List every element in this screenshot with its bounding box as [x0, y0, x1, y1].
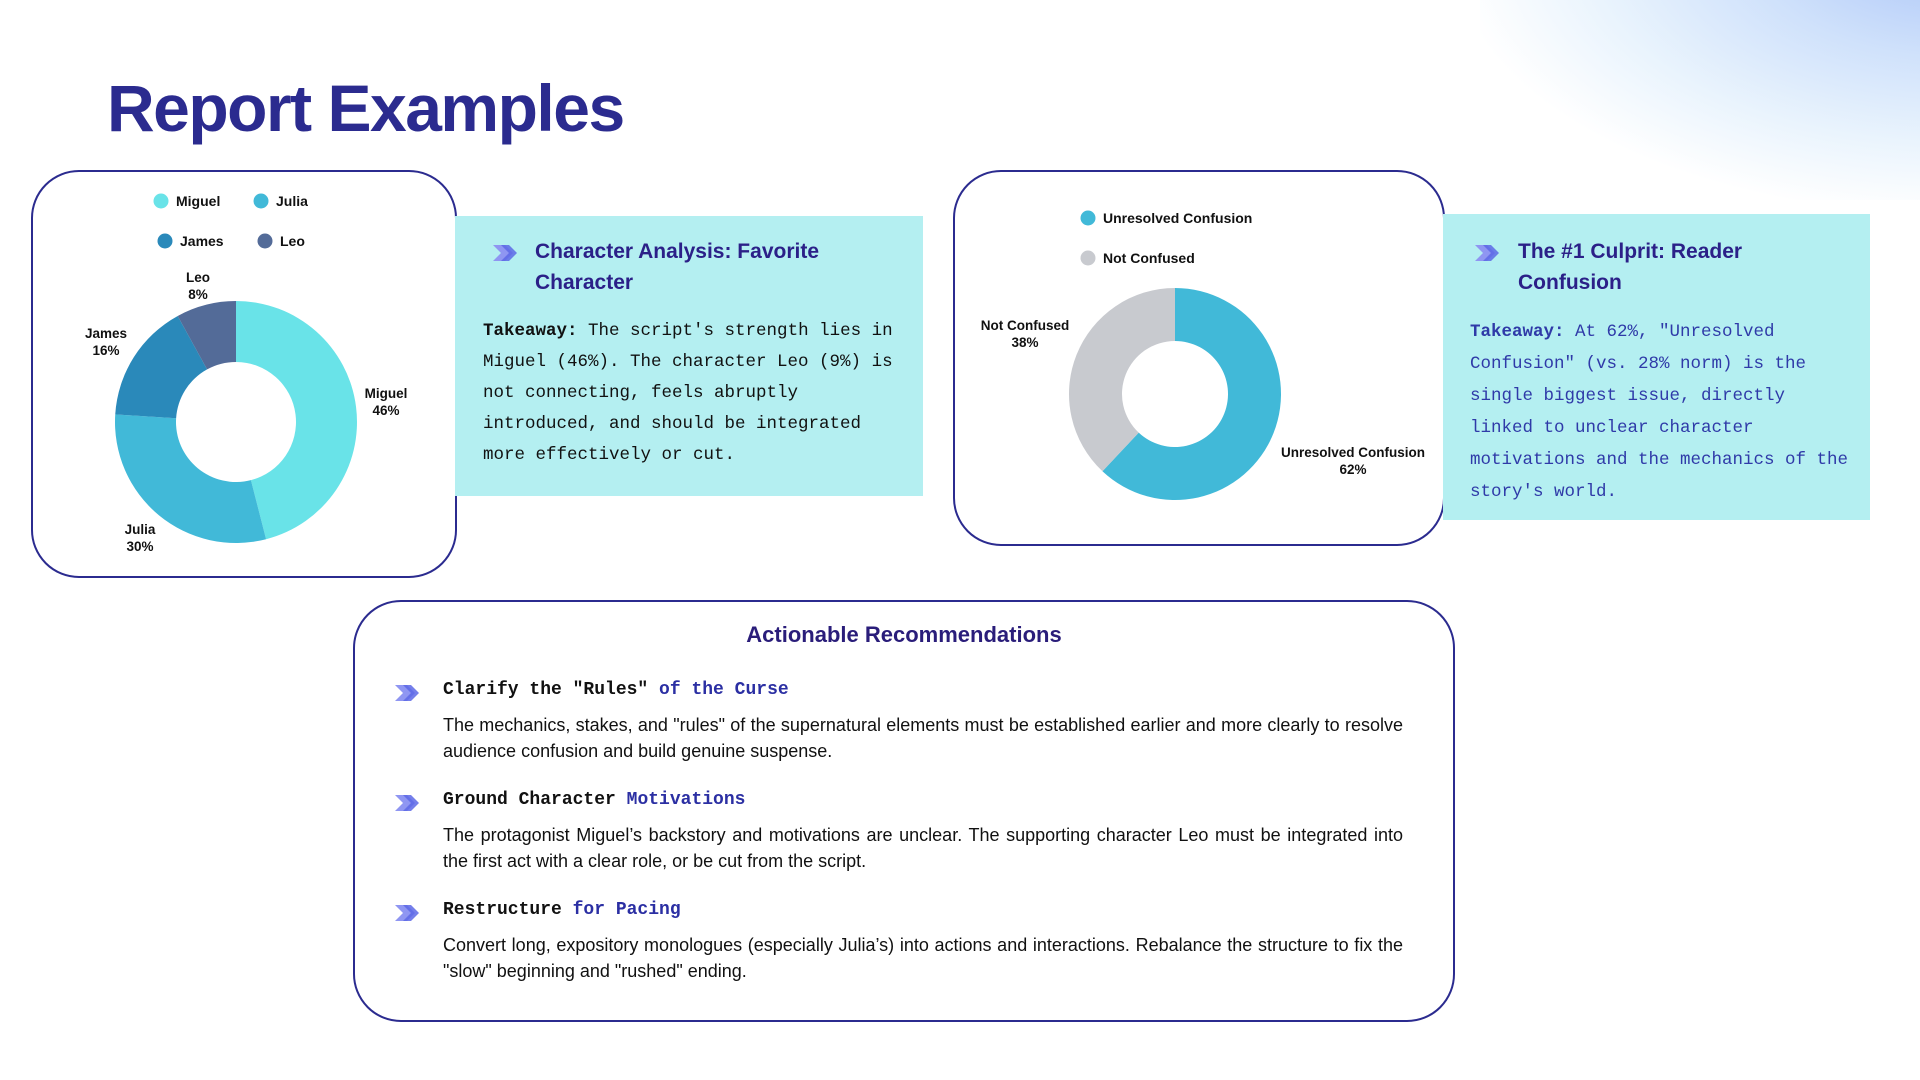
double-chevron-right-icon: [393, 683, 425, 703]
slice-label-unresolved-confusion: Unresolved Confusion 62%: [1280, 445, 1426, 477]
recommendation-heading-highlight: for Pacing: [572, 900, 681, 920]
legend-marker-leo: [258, 234, 273, 249]
page-title: Report Examples: [107, 71, 624, 145]
recommendation-text: Convert long, expository monologues (especially Julia’s) into actions and interactions. Rebalance the structure to fix the "slow" beginning and "rushed" ending.: [443, 935, 1403, 981]
reader-confusion-heading: The #1 Culprit: Reader Confusion: [1518, 240, 1743, 294]
recommendation-heading: [443, 680, 789, 700]
legend-marker-james: [158, 234, 173, 249]
recommendation-text: The mechanics, stakes, and "rules" of the supernatural elements must be established earlier and more clearly to resolve audience confusion and build genuine suspense.: [443, 715, 1403, 761]
legend-label-james: James: [180, 233, 224, 249]
reader-confusion-panel: [1443, 214, 1870, 520]
legend-label-julia: Julia: [276, 193, 308, 209]
slice-label-miguel: Miguel 46%: [364, 386, 408, 418]
recommendation-heading: [443, 790, 745, 810]
takeaway-label: Takeaway:: [1470, 322, 1565, 342]
character-analysis-panel: [455, 216, 923, 496]
takeaway-label: Takeaway:: [483, 321, 578, 341]
reader-confusion-takeaway: [1470, 316, 1855, 508]
slice-label-james: James 16%: [84, 326, 128, 358]
recommendation-heading-highlight: of the Curse: [659, 680, 789, 700]
recommendation-heading-highlight: Motivations: [626, 790, 746, 810]
takeaway-text: At 62%, "Unresolved Confusion" (vs. 28% norm) is the single biggest issue, directly linked to unclear character motivations and the mechanics of the story's world.: [1470, 322, 1849, 502]
legend-marker-unresolved-confusion: [1081, 211, 1096, 226]
recommendation-heading: [443, 900, 681, 920]
slice-label-leo: Leo 8%: [185, 270, 211, 302]
corner-gradient-decoration: [1480, 0, 1920, 200]
reader-confusion-chart-card: [953, 170, 1445, 546]
recommendation-heading-plain: Ground Character: [443, 790, 627, 810]
legend-label-miguel: Miguel: [176, 193, 221, 209]
donut-slice-not-confused: [1069, 288, 1175, 471]
character-analysis-takeaway: [483, 316, 903, 471]
legend-marker-miguel: [154, 194, 169, 209]
recommendations-card: [353, 600, 1455, 1022]
favorite-character-donut-chart: [33, 172, 459, 580]
double-chevron-right-icon: [393, 903, 425, 923]
takeaway-text: The script's strength lies in Miguel (46%). The character Leo (9%) is not connecting, feels abruptly introduced, and should be integrated more effectively or cut.: [483, 321, 893, 465]
legend-label-unresolved-confusion: Unresolved Confusion: [1103, 210, 1253, 226]
reader-confusion-donut-chart: [955, 172, 1447, 548]
legend-label-leo: Leo: [280, 233, 305, 249]
double-chevron-right-icon: [393, 793, 425, 813]
recommendation-text: The protagonist Miguel’s backstory and motivations are unclear. The supporting character Leo must be integrated into the first act with a clear role, or be cut from the script.: [443, 825, 1403, 871]
recommendation-heading-plain: Restructure: [443, 900, 573, 920]
character-analysis-heading: Character Analysis: Favorite Character: [535, 240, 820, 294]
legend-marker-julia: [254, 194, 269, 209]
slice-label-julia: Julia 30%: [124, 522, 156, 554]
double-chevron-right-icon: [491, 243, 523, 263]
favorite-character-chart-card: [31, 170, 457, 578]
slice-label-not-confused: Not Confused 38%: [980, 318, 1070, 350]
legend-label-not-confused: Not Confused: [1103, 250, 1195, 266]
recommendations-title: Actionable Recommendations: [746, 622, 1062, 647]
double-chevron-right-icon: [1473, 243, 1505, 263]
recommendation-heading-plain: Clarify the "Rules": [443, 680, 660, 700]
legend-marker-not-confused: [1081, 251, 1096, 266]
